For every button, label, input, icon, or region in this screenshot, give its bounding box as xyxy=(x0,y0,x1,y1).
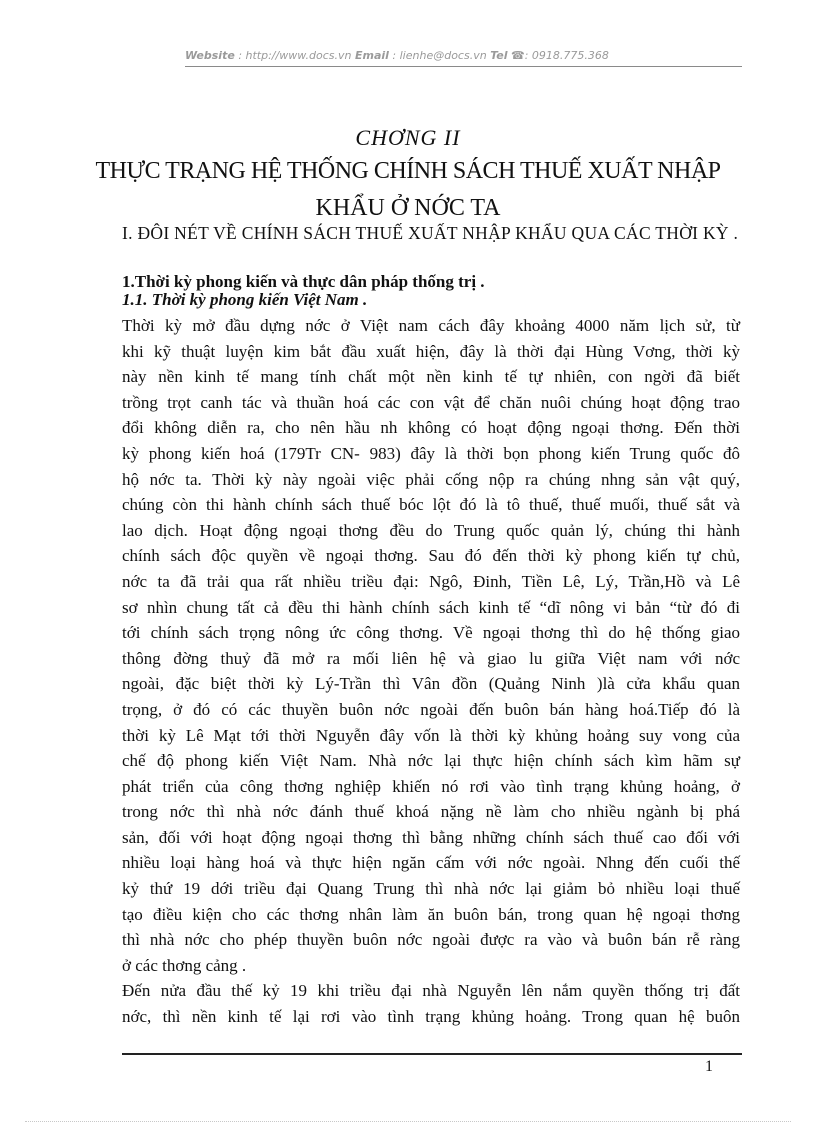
body-line: kỳ phong kiến hoá (179Tr CN- 983) đây là thời bọn phong kiến Trung quốc đô xyxy=(122,443,740,463)
subsection-heading: 1.Thời kỳ phong kiến và thực dân pháp thống trị . xyxy=(122,272,485,291)
body-line: nhiều loại hàng hoá và thực hiện ngăn cấm với nớc ngoài. Nhng đến cuối thế xyxy=(122,853,740,873)
body-line: nớc ta đã trải qua rất nhiều triều đại: Ngô, Đinh, Tiền Lê, Lý, Trần,Hồ và Lê xyxy=(122,571,740,591)
body-line: ngoài, đặc biệt thời kỳ Lý-Trần thì Vân đồn (Quảng Ninh )là cửa khẩu quan xyxy=(122,674,740,694)
body-line: khi kỹ thuật luyện kim bắt đầu xuất hiện, đây là thời đại Hùng Vơng, thời kỳ xyxy=(122,341,740,361)
header-divider xyxy=(185,66,742,67)
sub-subsection-heading: 1.1. Thời kỳ phong kiến Việt Nam . xyxy=(122,290,368,309)
body-line: tới chính sách trọng nông ức công thơng. Về ngoại thơng thì do hệ thống giao xyxy=(122,623,740,643)
page-header xyxy=(185,49,745,62)
body-line: trong nớc thì nhà nớc đánh thuế khoá nặng nề làm cho nhiều ngành bị phá xyxy=(122,802,740,822)
body-text xyxy=(122,313,740,1030)
body-line: thông đờng thuỷ đã mở ra mối liên hệ và giao lu giữa Việt nam với nớc xyxy=(122,648,740,668)
section-heading: I. ĐÔI NÉT VỀ CHÍNH SÁCH THUẾ XUẤT NHẬP KHẨU QUA CÁC THỜI KỲ . xyxy=(122,223,739,243)
body-line: sản, đối với hoạt động ngoại thơng thì bằng những chính sách thuế cao đối với xyxy=(122,827,740,847)
body-line: phát triển của công thơng nghiệp khiến nó rơi vào tình trạng khủng hoảng, ở xyxy=(122,776,740,796)
body-line: ở các thơng cảng . xyxy=(122,955,247,975)
body-line: thì nhà nớc cho phép thuyền buôn nớc ngoài được ra vào và buôn bán rễ ràng xyxy=(122,930,740,950)
body-line: sơ nhìn chung tất cả đều thi hành chính sách kinh tế “dĩ nông vi bản “từ đó đi xyxy=(122,597,740,617)
body-line: hộ nớc ta. Thời kỳ này ngoài việc phải cống nộp ra chúng nhng sản vật quý, xyxy=(122,469,740,489)
body-line: đổi không diễn ra, cho nên hầu nh không có hoạt động ngoại thơng. Đến thời xyxy=(122,418,740,438)
body-line: này nền kinh tế mang tính chất một nền kinh tế tự nhiên, con ngời đã biết xyxy=(122,367,740,387)
phone-icon: ☎ xyxy=(511,49,525,62)
body-line: thời kỳ Lê Mạt tới thời Nguyễn đây vốn là thời kỳ khủng hoảng suy vong của xyxy=(122,725,740,745)
body-line: Đến nửa đầu thế kỷ 19 khi triều đại nhà Nguyễn lên nắm quyền thống trị đất xyxy=(122,981,740,1001)
body-line: chế độ phong kiến Việt Nam. Nhà nớc lại thực hiện chính sách kìm hãm sự xyxy=(122,751,740,771)
body-line: lao dịch. Hoạt động ngoại thơng đều do Trung quốc quản lý, chúng thi hành xyxy=(122,520,740,540)
chapter-title-line-2: KHẨU Ở NỚC TA xyxy=(315,195,501,221)
tel-number: : 0918.775.368 xyxy=(524,49,609,62)
website-url[interactable]: : http://www.docs.vn xyxy=(238,49,352,62)
email-label: Email xyxy=(354,49,389,62)
chapter-title-line-1: THỰC TRẠNG HỆ THỐNG CHÍNH SÁCH THUẾ XUẤT NHẬP xyxy=(95,158,721,184)
tel-label: Tel xyxy=(490,49,508,62)
chapter-label: CHƠNG II xyxy=(355,125,461,150)
body-line: Thời kỳ mở đầu dựng nớc ở Việt nam cách đây khoảng 4000 năm lịch sử, từ xyxy=(122,316,740,335)
body-line: chính sách độc quyền về ngoại thơng. Sau đó đến thời kỳ phong kiến tự chủ, xyxy=(122,546,740,566)
page-boundary xyxy=(25,1121,791,1122)
page-number: 1 xyxy=(705,1058,713,1075)
website-label: Website xyxy=(185,49,235,62)
footer-divider xyxy=(122,1053,742,1055)
body-line: tạo điều kiện cho các thơng nhân làm ăn buôn bán, trong quan hệ ngoại thơng xyxy=(122,904,740,924)
body-line: nớc, thì nền kinh tế lại rơi vào tình trạng khủng hoảng. Trong quan hệ buôn xyxy=(122,1007,740,1027)
body-line: trồng trọt canh tác và thuần hoá các con vật để chăn nuôi chúng hoạt động trao xyxy=(122,392,740,412)
body-line: kỷ thứ 19 dới triều đại Quang Trung thì nhà nớc lại giảm bỏ nhiều loại thuế xyxy=(122,879,740,899)
body-line: trọng, ở đó có các thuyền buôn nớc ngoài đến buôn bán hàng hoá.Tiếp đó là xyxy=(122,699,740,719)
body-line: chúng còn thi hành chính sách thuế bóc lột đó là tô thuế, thuế muối, thuế sắt và xyxy=(122,495,740,515)
email-address[interactable]: : lienhe@docs.vn xyxy=(392,49,487,62)
